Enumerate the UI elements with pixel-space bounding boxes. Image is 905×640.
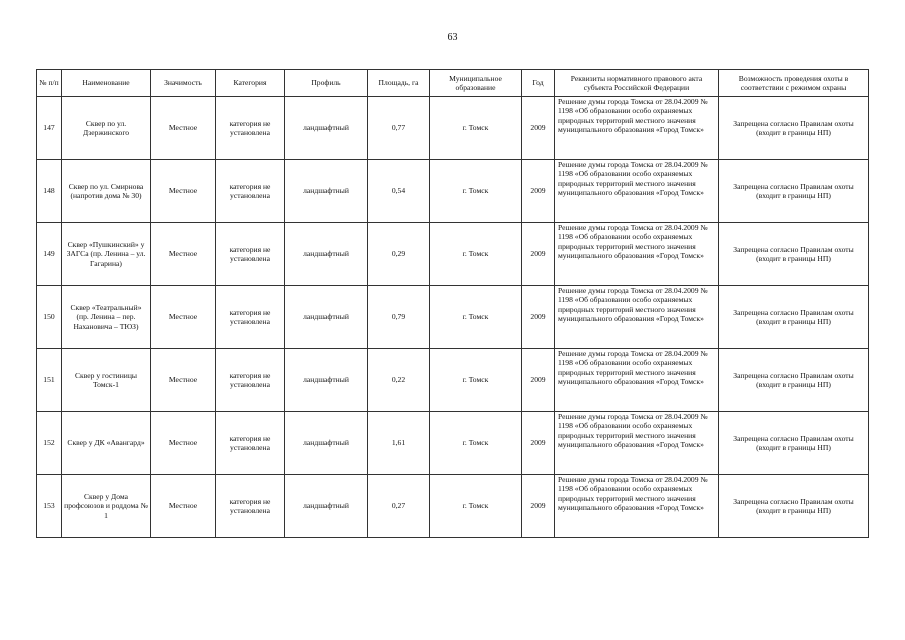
cell-municipality: г. Томск: [430, 475, 522, 538]
cell-area: 0,22: [368, 349, 430, 412]
cell-municipality: г. Томск: [430, 412, 522, 475]
cell-hunting: Запрещена согласно Правилам охоты (входит в границы НП): [719, 97, 869, 160]
header-row: [37, 70, 869, 97]
cell-hunting: Запрещена согласно Правилам охоты (входит в границы НП): [719, 412, 869, 475]
header-hunting: Возможность проведения охоты в соответствии с режимом охраны: [719, 70, 869, 97]
cell-significance: Местное: [151, 97, 216, 160]
cell-area: 0,27: [368, 475, 430, 538]
cell-area: 0,79: [368, 286, 430, 349]
cell-profile: ландшафтный: [285, 412, 368, 475]
cell-number: 150: [37, 286, 62, 349]
cell-name: Сквер у Дома профсоюзов и роддома № 1: [62, 475, 151, 538]
cell-name: Сквер «Театральный» (пр. Ленина – пер. Нахановича – ТЮЗ): [62, 286, 151, 349]
page-number: 63: [447, 32, 458, 43]
cell-number: 153: [37, 475, 62, 538]
table-body: [37, 97, 869, 538]
cell-legal-act: Решение думы города Томска от 28.04.2009 № 1198 «Об образовании особо охраняемых природных территорий местного значения муниципального образования «Город Томск»: [555, 349, 719, 412]
cell-hunting: Запрещена согласно Правилам охоты (входит в границы НП): [719, 223, 869, 286]
cell-area: 0,77: [368, 97, 430, 160]
table-row: [37, 223, 869, 286]
cell-profile: ландшафтный: [285, 349, 368, 412]
cell-category: категория не установлена: [216, 160, 285, 223]
cell-number: 148: [37, 160, 62, 223]
cell-profile: ландшафтный: [285, 475, 368, 538]
cell-name: Сквер по ул. Смирнова (напротив дома № 30): [62, 160, 151, 223]
cell-legal-act: Решение думы города Томска от 28.04.2009 № 1198 «Об образовании особо охраняемых природных территорий местного значения муниципального образования «Город Томск»: [555, 475, 719, 538]
cell-area: 0,29: [368, 223, 430, 286]
cell-category: категория не установлена: [216, 97, 285, 160]
cell-name: Сквер по ул. Дзержинского: [62, 97, 151, 160]
cell-number: 151: [37, 349, 62, 412]
cell-hunting: Запрещена согласно Правилам охоты (входит в границы НП): [719, 475, 869, 538]
header-legal-act: Реквизиты нормативного правового акта субъекта Российской Федерации: [555, 70, 719, 97]
cell-number: 152: [37, 412, 62, 475]
cell-legal-act: Решение думы города Томска от 28.04.2009 № 1198 «Об образовании особо охраняемых природных территорий местного значения муниципального образования «Город Томск»: [555, 160, 719, 223]
cell-legal-act: Решение думы города Томска от 28.04.2009 № 1198 «Об образовании особо охраняемых природных территорий местного значения муниципального образования «Город Томск»: [555, 97, 719, 160]
cell-hunting: Запрещена согласно Правилам охоты (входит в границы НП): [719, 349, 869, 412]
cell-year: 2009: [522, 349, 555, 412]
cell-profile: ландшафтный: [285, 223, 368, 286]
cell-legal-act: Решение думы города Томска от 28.04.2009 № 1198 «Об образовании особо охраняемых природных территорий местного значения муниципального образования «Город Томск»: [555, 286, 719, 349]
cell-profile: ландшафтный: [285, 286, 368, 349]
cell-profile: ландшафтный: [285, 97, 368, 160]
cell-category: категория не установлена: [216, 223, 285, 286]
cell-significance: Местное: [151, 412, 216, 475]
header-municipality: Муниципальное образование: [430, 70, 522, 97]
cell-legal-act: Решение думы города Томска от 28.04.2009 № 1198 «Об образовании особо охраняемых природных территорий местного значения муниципального образования «Город Томск»: [555, 223, 719, 286]
cell-significance: Местное: [151, 286, 216, 349]
cell-significance: Местное: [151, 223, 216, 286]
cell-significance: Местное: [151, 349, 216, 412]
cell-area: 1,61: [368, 412, 430, 475]
cell-significance: Местное: [151, 160, 216, 223]
cell-municipality: г. Томск: [430, 286, 522, 349]
cell-hunting: Запрещена согласно Правилам охоты (входит в границы НП): [719, 160, 869, 223]
cell-name: Сквер «Пушкинский» у ЗАГСа (пр. Ленина – ул. Гагарина): [62, 223, 151, 286]
cell-year: 2009: [522, 97, 555, 160]
cell-municipality: г. Томск: [430, 349, 522, 412]
header-category: Категория: [216, 70, 285, 97]
table-row: [37, 160, 869, 223]
table-row: [37, 349, 869, 412]
cell-municipality: г. Томск: [430, 160, 522, 223]
cell-profile: ландшафтный: [285, 160, 368, 223]
cell-year: 2009: [522, 160, 555, 223]
cell-significance: Местное: [151, 475, 216, 538]
table-row: [37, 475, 869, 538]
cell-category: категория не установлена: [216, 349, 285, 412]
header-number: № п/п: [37, 70, 62, 97]
cell-name: Сквер у гостиницы Томск-1: [62, 349, 151, 412]
cell-year: 2009: [522, 223, 555, 286]
header-name: Наименование: [62, 70, 151, 97]
header-year: Год: [522, 70, 555, 97]
cell-year: 2009: [522, 475, 555, 538]
cell-legal-act: Решение думы города Томска от 28.04.2009 № 1198 «Об образовании особо охраняемых природных территорий местного значения муниципального образования «Город Томск»: [555, 412, 719, 475]
header-profile: Профиль: [285, 70, 368, 97]
cell-number: 147: [37, 97, 62, 160]
table-row: [37, 97, 869, 160]
header-area: Площадь, га: [368, 70, 430, 97]
cell-year: 2009: [522, 286, 555, 349]
cell-year: 2009: [522, 412, 555, 475]
cell-hunting: Запрещена согласно Правилам охоты (входит в границы НП): [719, 286, 869, 349]
cell-category: категория не установлена: [216, 475, 285, 538]
table-header: [37, 70, 869, 97]
cell-category: категория не установлена: [216, 286, 285, 349]
header-significance: Значимость: [151, 70, 216, 97]
table-row: [37, 412, 869, 475]
cell-number: 149: [37, 223, 62, 286]
cell-area: 0,54: [368, 160, 430, 223]
protected-areas-table: [36, 69, 869, 538]
cell-category: категория не установлена: [216, 412, 285, 475]
cell-name: Сквер у ДК «Авангард»: [62, 412, 151, 475]
table-row: [37, 286, 869, 349]
cell-municipality: г. Томск: [430, 97, 522, 160]
cell-municipality: г. Томск: [430, 223, 522, 286]
